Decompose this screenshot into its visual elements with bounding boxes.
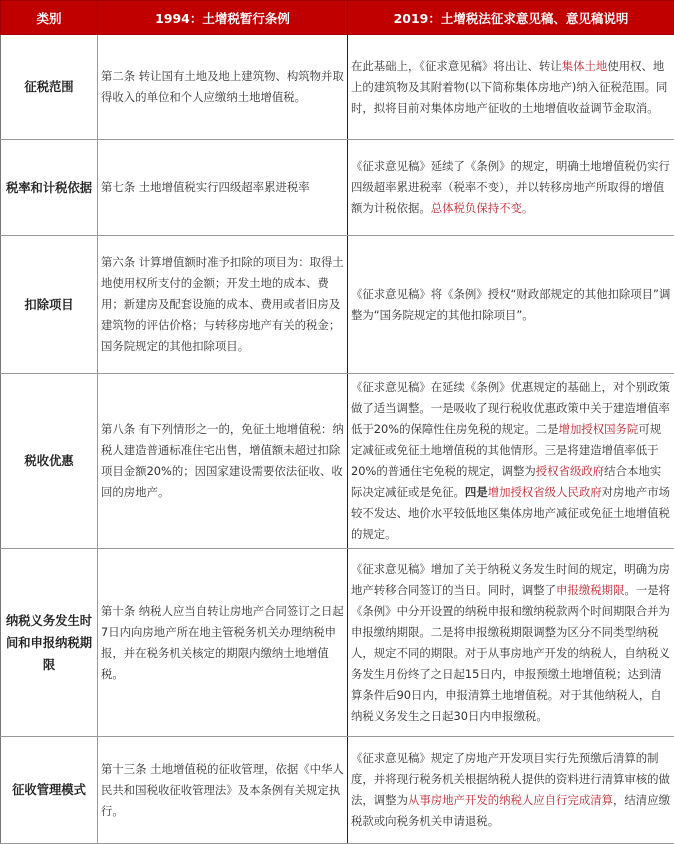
table-row <box>1 737 674 844</box>
cell-1994-regulation: 第六条 计算增值额时准予扣除的项目为：取得土地使用权所支付的金额；开发土地的成本、费用；新建房及配套设施的成本、费用或者旧房及建筑物的评估价格；与转移房地产有关的税金；国务院规定的其他扣除项目。 <box>98 236 348 374</box>
cell-2019-draft: 《征求意见稿》增加了关于纳税义务发生时间的规定，明确为房地产转移合同签订的当日。同时，调整了申报缴税期限。一是将《条例》中分开设置的纳税申报和缴纳税款两个时间期限合并为申报缴纳期限。二是将申报缴税期限调整为区分不同类型纳税人，规定不同的期限。对于从事房地产开发的纳税人，自纳税义务发生月份终了之日起15日内，申报预缴土地增值税；达到清算条件后90日内，申报清算土地增值税。对于其他纳税人，自纳税义务发生之日起30日内申报缴税。 <box>348 549 674 737</box>
highlight-text: 从事房地产开发的纳税人应自行完成清算 <box>407 793 614 807</box>
highlight-text: 总体税负保持不变。 <box>430 201 534 215</box>
cell-2019-draft: 在此基础上，《征求意见稿》将出让、转让集体土地使用权、地上的建筑物及其附着物(以下简称集体房地产)纳入征税范围。同时，拟将目前对集体房地产征收的土地增值收益调节金取消。 <box>348 35 674 140</box>
row-category-collection-mode: 征收管理模式 <box>1 737 98 844</box>
cell-1994-regulation: 第二条 转让国有土地及地上建筑物、构筑物并取得收入的单位和个人应缴纳土地增值税。 <box>98 35 348 140</box>
cell-1994-regulation: 第七条 土地增值税实行四级超率累进税率 <box>98 140 348 236</box>
cell-2019-draft: 《征求意见稿》延续了《条例》的规定，明确土地增值税仍实行四级超率累进税率（税率不变），并以转移房地产所取得的增值额为计税依据。总体税负保持不变。 <box>348 140 674 236</box>
row-category-deductions: 扣除项目 <box>1 236 98 374</box>
table-row <box>1 236 674 374</box>
table-header-row <box>1 1 674 35</box>
highlight-text: 申报缴税期限 <box>556 582 625 597</box>
highlight-text: 增加授权国务院 <box>558 422 639 436</box>
cell-1994-regulation: 第八条 有下列情形之一的，免征土地增值税：纳税人建造普通标准住宅出售，增值额未超过扣除项目金额20%的；因国家建设需要依法征收、收回的房地产。 <box>98 374 348 549</box>
cell-1994-regulation: 第十条 纳税人应当自转让房地产合同签订之日起7日内向房地产所在地主管税务机关办理纳税申报，并在税务机关核定的期限内缴纳土地增值税。 <box>98 549 348 737</box>
highlight-text: 增加授权省级人民政府 <box>487 485 602 499</box>
cell-2019-draft: 《征求意见稿》将《条例》授权“财政部规定的其他扣除项目”调整为“国务院规定的其他扣除项目”。 <box>348 236 674 374</box>
header-2019-draft: 2019：土增税法征求意见稿、意见稿说明 <box>348 1 674 35</box>
header-category: 类别 <box>1 1 98 35</box>
cell-1994-regulation: 第十三条 土地增值税的征收管理，依据《中华人民共和国税收征收管理法》及本条例有关规定执行。 <box>98 737 348 844</box>
header-1994-regulation: 1994：土增税暂行条例 <box>98 1 348 35</box>
row-category-tax-incentives: 税收优惠 <box>1 374 98 549</box>
highlight-text: 集体土地 <box>561 58 608 73</box>
row-category-filing-deadline: 纳税义务发生时间和申报纳税期限 <box>1 549 98 737</box>
cell-2019-draft: 《征求意见稿》在延续《条例》优惠规定的基础上，对个别政策做了适当调整。一是吸收了现行税收优惠政策中关于建造增值率低于20%的保障性住房免税的规定。二是增加授权国务院可规定减征或免征土地增值税的其他情形。三是将建造增值率低于20%的普通住宅免税的规定，调整为授权省级政府结合本地实际决定减征或是免征。四是增加授权省级人民政府对房地产市场较不发达、地价水平较低地区集体房地产减征或免征土地增值税的规定。 <box>348 374 674 549</box>
row-category-tax-rate: 税率和计税依据 <box>1 140 98 236</box>
table-row <box>1 140 674 236</box>
cell-2019-draft: 《征求意见稿》规定了房地产开发项目实行先预缴后清算的制度，并将现行税务机关根据纳税人提供的资料进行清算审核的做法，调整为从事房地产开发的纳税人应自行完成清算，结清应缴税款或向税务机关申请退税。 <box>348 737 674 844</box>
highlight-text: 授权省级政府 <box>535 464 605 478</box>
table-row <box>1 374 674 549</box>
row-category-tax-scope: 征税范围 <box>1 35 98 140</box>
table-row <box>1 35 674 140</box>
table-row <box>1 549 674 737</box>
